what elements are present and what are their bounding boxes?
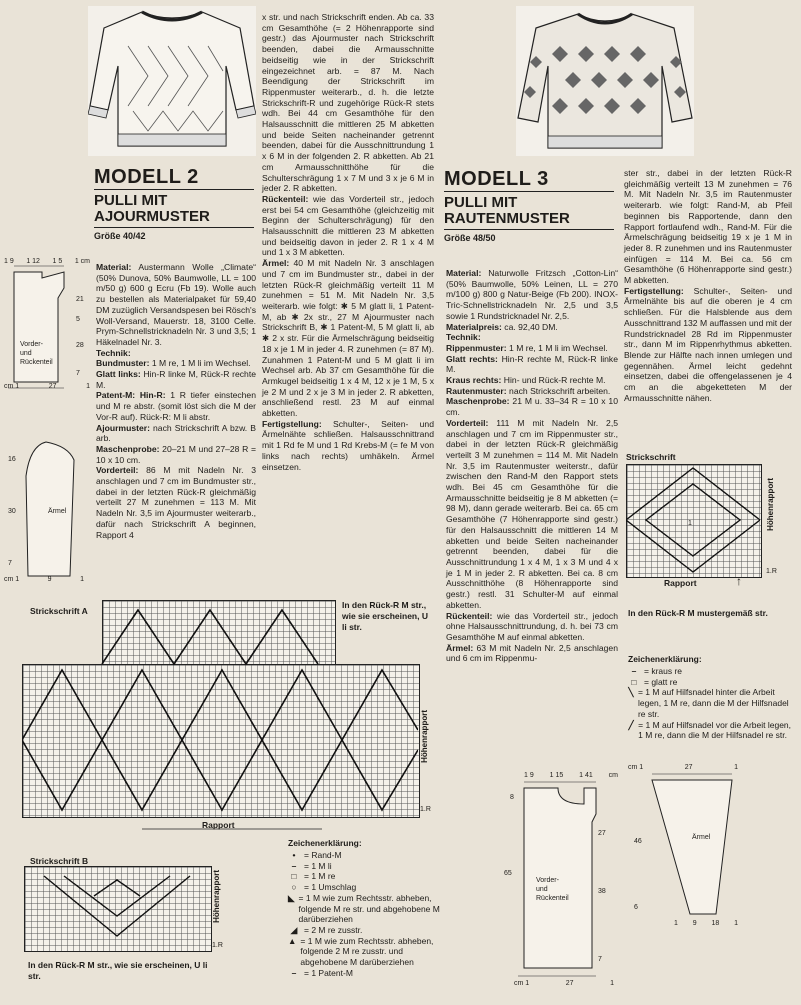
paragraph-heading: Technik: — [96, 347, 131, 358]
sleeve-label: Ärmel — [48, 508, 67, 515]
paragraph-heading: Rückenteil: — [262, 193, 309, 204]
paragraph — [446, 643, 618, 664]
paragraph-heading: Patent-M: Hin-R: — [96, 390, 166, 401]
modell3-text-column4 — [624, 168, 792, 403]
measure: 16 — [8, 456, 16, 463]
paragraph — [262, 258, 434, 419]
legend-title: Zeichenerklärung: — [628, 654, 702, 664]
label-line: und — [20, 350, 32, 357]
legend-symbol-icon: • — [292, 850, 296, 860]
measure: 18 — [711, 920, 720, 927]
paragraph-text: 20–21 M und 27–28 R = 10 x 10 cm. — [96, 443, 256, 465]
sweater-illustration-modell2 — [88, 6, 256, 156]
modell3-chart-height-label — [766, 478, 775, 558]
legend-item — [288, 861, 444, 872]
paragraph-text: 21 M u. 33–34 R = 10 x 10 cm. — [446, 396, 618, 418]
legend-text: = 1 M wie zum Rechtsstr. abheben, folgende 2 M re zusstr. und abgehobene M darüberziehen — [300, 935, 434, 968]
measure: 27 — [598, 830, 606, 837]
paragraph-heading: Glatt rechts: — [446, 353, 498, 364]
legend-text: = kraus re — [644, 666, 683, 676]
row-one-label: 1.R — [212, 942, 223, 949]
modell3-text-column3 — [446, 268, 618, 664]
measure: 27 — [565, 980, 574, 987]
schematic-top-measures — [524, 772, 618, 779]
height-rapport: Höhenrapport — [212, 870, 221, 923]
paragraph-heading: Rippenmuster: — [446, 342, 507, 353]
measure: 1 9 — [524, 772, 534, 779]
paragraph — [96, 423, 256, 444]
measure: 1 5 — [52, 258, 63, 265]
modell3-legend — [628, 654, 794, 741]
chart-inner-label: 1 — [688, 520, 692, 527]
chart-a-title: Strickschrift A — [30, 606, 88, 616]
legend-item — [628, 720, 794, 741]
chart-a — [22, 600, 432, 840]
measure: 1 — [734, 764, 738, 771]
chart-a-height-label — [420, 710, 429, 800]
arrow-up-icon: ↑ — [736, 574, 742, 588]
legend-symbol-icon: – — [291, 860, 297, 871]
modell2-subtitle-line2: AJOURMUSTER — [94, 208, 210, 225]
paragraph-heading: Glatt links: — [96, 369, 141, 380]
measure: cm 1 — [514, 980, 530, 987]
legend-item — [628, 677, 794, 688]
measure: 1 9 — [4, 258, 14, 265]
modell2-header — [94, 166, 254, 241]
modell3-sleeve-schematic — [626, 764, 746, 944]
measure: cm 1 — [628, 764, 644, 771]
chart-a-note: In den Rück-R M str., wie sie erscheinen, U li str. — [342, 600, 428, 632]
measure: 1 cm — [74, 258, 90, 265]
paragraph-text: 86 M mit Nadeln Nr. 3 anschlagen und 7 cm im Bundmuster str., dabei in der letzten Rück-R gleichmäßig verteilt 27 M zunehmen = 113 M. Mit Nadeln Nr. 3,5 im Ajourmuster weiterarb., dafür nach Strickschrift A beginnen, Rapport 4 — [96, 465, 256, 540]
paragraph — [96, 358, 256, 369]
measure: 7 — [76, 370, 80, 377]
measure: 7 — [598, 956, 602, 963]
legend-items — [288, 850, 444, 978]
height-rapport: Höhenrapport — [420, 710, 429, 763]
paragraph — [446, 418, 618, 611]
paragraph-heading: Kraus rechts: — [446, 375, 502, 386]
paragraph-text: 63 M mit Nadeln Nr. 2,5 anschlagen und 6 cm im Rippenmu- — [446, 642, 618, 664]
paragraph-text: Hin-R rechte M, Rück-R linke M. — [446, 353, 618, 375]
modell2-body-schematic — [2, 258, 92, 393]
paragraph — [446, 268, 618, 322]
paragraph — [96, 262, 256, 348]
measure: 9 — [47, 576, 52, 583]
schematic-bottom-measures — [4, 383, 90, 390]
legend-text: = 1 Umschlag — [304, 882, 357, 893]
paragraph-heading: Fertigstellung: — [624, 285, 684, 296]
chart-b-height-label — [212, 870, 221, 940]
measure: 1 12 — [26, 258, 40, 265]
legend-item — [288, 968, 444, 979]
measure: 21 — [76, 296, 84, 303]
paragraph — [96, 390, 256, 422]
modell2-sleeve-schematic — [2, 436, 92, 586]
modell3-chart-rapport: Rapport — [664, 578, 697, 588]
label-line: Vorder- — [20, 341, 43, 348]
legend-symbol-icon: – — [631, 666, 637, 676]
paragraph — [446, 354, 618, 375]
measure: 27 — [684, 764, 693, 771]
sweater-drawing — [88, 6, 256, 156]
height-rapport: Höhenrapport — [766, 478, 775, 531]
paragraph-heading: Fertigstellung: — [262, 418, 322, 429]
chart-b-title: Strickschrift B — [30, 856, 89, 866]
legend-title: Zeichenerklärung: — [288, 838, 362, 848]
modell3-chart-title: Strickschrift — [626, 452, 676, 462]
paragraph — [262, 12, 434, 194]
measure: 1 — [80, 576, 84, 583]
paragraph-heading: Vorderteil: — [446, 417, 489, 428]
paragraph — [262, 194, 434, 258]
legend-text: = glatt re — [644, 676, 678, 687]
measure: 1 41 — [579, 772, 593, 779]
measure: 1 — [610, 980, 614, 987]
legend-item — [288, 893, 444, 925]
measure: 8 — [510, 794, 514, 801]
modell3-chart — [624, 462, 794, 592]
chart-a-rapport: Rapport — [202, 820, 235, 830]
paragraph — [446, 611, 618, 643]
paragraph-text: 40 M mit Nadeln Nr. 3 anschlagen und 7 cm im Bundmuster str., dabei in der letzten Rück-R gleichmäßig verteilt 11 M zunehmen = 51 M. Mit Nadeln Nr. 3,5 weiterarb. wie folgt: ✱ 5 M glatt li, 1 Patent-M, ab ✱ 2x str., 27 M Ajourmuster nach Strickschrift B, ✱ 1 Patent-M, 5 M glatt li, ab ✱ 2 x str. Für die Ärmelschrägung beidseitig 18 x je 1 M in jeder 4. R zunehmen (= 87 M). Zunahmen 1 Patent-M und 5 M glatt li im Wechsel arb. Ab 37 cm Gesamthöhe für die Armkugel beidseitig 1 x 4 M, 12 x je 1 M, 5 x je 2 M und 2 x je 3 M in jeder 2. R abketten, anschließend restl. 23 M auf einmal abketten. — [262, 258, 434, 419]
legend-item — [288, 925, 444, 936]
legend-text: = 1 M li — [304, 860, 332, 871]
legend-symbol-icon: □ — [291, 871, 297, 882]
paragraph-heading: Bundmuster: — [96, 358, 150, 369]
paragraph-heading: Maschenprobe: — [446, 396, 510, 407]
paragraph — [446, 343, 618, 354]
rapport-arrow — [142, 824, 322, 834]
modell3-body-schematic — [500, 770, 620, 1000]
legend-items — [628, 666, 794, 741]
legend-symbol-icon: – — [291, 967, 297, 978]
paragraph-text: ca. 92,40 DM. — [501, 321, 558, 332]
legend-item — [288, 882, 444, 893]
paragraph-heading: Technik: — [446, 332, 481, 343]
legend-text: = 1 M auf Hilfsnadel vor die Arbeit legen, 1 M re, dann die M der Hilfsnadel re str. — [638, 719, 792, 741]
schematic-top-measures — [4, 258, 90, 265]
modell2-text-column2 — [262, 12, 434, 472]
measure: 1 — [734, 920, 738, 927]
paragraph-text: Hin- und Rück-R rechte M. — [501, 375, 606, 386]
sleeve-bottom-measures — [4, 576, 84, 583]
paragraph-text: wie das Vorderteil str., jedoch ohne Halsausschnittrundung, d. h. bei 73 cm Gesamthöhe M auf einmal abketten. — [446, 610, 618, 642]
paragraph-heading: Material: — [446, 268, 482, 278]
legend-symbol-icon: ◢ — [290, 924, 298, 935]
paragraph — [96, 465, 256, 540]
measure: 65 — [504, 870, 512, 877]
measure: 38 — [598, 888, 606, 895]
legend-item — [288, 871, 444, 882]
sleeve-label: Ärmel — [692, 834, 711, 841]
legend-symbol-icon: □ — [631, 676, 637, 687]
paragraph — [624, 286, 792, 404]
legend-symbol-icon: ╱ — [628, 719, 634, 730]
label-line: und — [536, 886, 548, 893]
sweater-illustration-modell3 — [516, 6, 694, 156]
legend-item — [628, 687, 794, 719]
legend-item — [288, 936, 444, 968]
paragraph-text: 1 R tiefer einstechen und M re abstr. (somit löst sich die M der Vor-R auf). Rück-R: M li abstr. — [96, 390, 256, 422]
measure: cm — [608, 772, 618, 779]
modell2-legend — [288, 838, 444, 978]
measure: cm 1 — [4, 383, 20, 390]
paragraph-heading: Ajourmuster: — [96, 422, 150, 433]
schematic-bottom-measures — [514, 980, 614, 987]
modell3-chart-pattern — [626, 464, 760, 576]
label-line: Vorder- — [536, 877, 559, 884]
paragraph-text: Schulter-, Seiten- und Ärmelnähte bis auf die oberen je 4 cm schließen. Für die Halsblende aus dem Ausschnittrand 132 M auffassen und mit der Rundstricknadel 28 Rd im Rippenmuster str., dann M im Rippenrhythmus abketten. Blende zur Hälfte nach innen umlegen und gegennähen. Ärmel leicht gedehnt einsetzen, dabei die offengelassenen je 4 cm an die abgeketteten M der Armausschnitte nähen. — [624, 285, 792, 403]
paragraph-heading: Vorderteil: — [96, 465, 139, 476]
paragraph-text: wie das Vorderteil str., jedoch erst bei 54 cm Gesamthöhe (gleichzeitig mit Beginn der Schulterschrägung) für den Halsausschnitt die mittleren 23 M abketten und beidseitig davon in jeder 2. R 1 x 4 M und 1 x 3 M abketten. — [262, 193, 434, 258]
legend-text: = 1 M auf Hilfsnadel hinter die Arbeit legen, 1 M re, dann die M der Hilfsnadel re str. — [637, 687, 789, 719]
paragraph — [96, 369, 256, 390]
modell3-subtitle-line1: PULLI MIT — [444, 194, 518, 211]
paragraph-text: 1 M re, 1 M li im Wechsel. — [149, 358, 251, 369]
modell3-title: MODELL 3 — [444, 168, 549, 190]
measure: 1 15 — [549, 772, 564, 779]
measure: cm 1 — [4, 576, 20, 583]
modell3-header — [444, 168, 614, 243]
paragraph-text: Hin-R linke M, Rück-R rechte M. — [96, 369, 256, 390]
paragraph — [262, 419, 434, 473]
modell2-subtitle-line1: PULLI MIT — [94, 192, 168, 209]
sweater-drawing — [516, 6, 694, 156]
label-line: Rückenteil — [20, 359, 53, 366]
row-one-label: 1.R — [420, 806, 431, 813]
paragraph-heading: Material: — [96, 262, 132, 272]
paragraph — [446, 375, 618, 386]
legend-item — [288, 850, 444, 861]
schematic-label — [20, 340, 53, 367]
paragraph-text: ster str., dabei in der letzten Rück-R gleichmäßig verteilt 13 M zunehmen = 76 M. Mit Nadeln Nr. 3,5 im Rautenmuster weiterarb. wie folgt: Rand-M, ab Pfeil beginnen bis Rapportende, dann den Rapport fortlaufend wdh., Rand-M. Für die Ärmelschrägung beidseitig 19 x je 1 M in jeder 8. R zunehmen und ins Rautenmuster einfügen = 114 M. Bei ca. 56 cm Gesamthöhe (6 Höhenrapporte sind gestr.) M abketten. — [624, 168, 792, 286]
modell3-size: Größe 48/50 — [444, 233, 496, 243]
label-line: Rückenteil — [536, 895, 569, 902]
sleeve-top-measures — [628, 764, 738, 771]
paragraph-heading: Materialpreis: — [446, 321, 502, 332]
paragraph-heading: Ärmel: — [446, 642, 474, 653]
paragraph-text: nach Strickschrift A bzw. B arb. — [96, 422, 256, 444]
legend-symbol-icon: ○ — [291, 882, 297, 893]
paragraph-heading: Rautenmuster: — [446, 385, 507, 396]
paragraph-text: x str. und nach Strickschrift enden. Ab ca. 33 cm Gesamthöhe (= 2 Höhenrapporte sind gestr.) das Ajourmuster nach Strickschrift beenden, dabei die Armausschnitte beidseitig wie in der Strickschrift eingezeichnet arb. = 87 M. Nach Beendigung der Strickschrift im Rippenmuster weiterarb., d. h. die letzte Strickschrift-R und zugehörige Rück-R stets wdh. Bei 44 cm Gesamthöhe für den Halsausschnitt die mittleren 25 M abketten und beide Seiten nacheinander getrennt beenden, dabei für die Ausschnittrundung 1 x 6 M in der folgenden 2. R abketten. Ab 21 cm Armausschnitthöhe für die Schulterschrägung 1 x 7 M und 3 x je 6 M in jeder 2. R abketten. — [262, 12, 434, 194]
paragraph-text: Schulter-, Seiten- und Ärmelnähte schließen. Halsausschnittrand mit 1 Rd fe M und 1 Rd Krebs-M (= fe M von links nach rechts) umhäkeln. Ärmel einsetzen. — [262, 418, 434, 472]
legend-symbol-icon: ◣ — [288, 892, 295, 903]
paragraph — [446, 386, 618, 397]
legend-text: = 1 M re — [304, 871, 336, 882]
measure: 27 — [48, 383, 57, 390]
measure: 9 — [692, 920, 697, 927]
paragraph-heading: Maschenprobe: — [96, 443, 160, 454]
paragraph-text: nach Strickschrift arbeiten. — [506, 385, 611, 396]
measure: 5 — [76, 316, 80, 323]
measure: 7 — [8, 560, 12, 567]
legend-text: = 1 Patent-M — [304, 967, 353, 978]
measure: 28 — [76, 342, 84, 349]
modell3-chart-note: In den Rück-R M mustergemäß str. — [628, 608, 768, 618]
modell2-text-column1 — [96, 262, 256, 540]
legend-text: = 2 M re zusstr. — [304, 924, 363, 935]
paragraph — [446, 332, 618, 343]
measure: 30 — [8, 508, 16, 515]
paragraph-heading: Ärmel: — [262, 258, 290, 269]
legend-item — [628, 666, 794, 677]
paragraph — [96, 444, 256, 465]
modell2-size: Größe 40/42 — [94, 231, 146, 241]
paragraph — [96, 348, 256, 359]
modell3-subtitle-line2: RAUTENMUSTER — [444, 210, 570, 227]
paragraph — [624, 168, 792, 286]
measure: 46 — [634, 838, 642, 845]
paragraph-text: 111 M mit Nadeln Nr. 2,5 anschlagen und 7 cm im Rippenmuster str., dabei in der letzten Rück-R gleichmäßig verteilt 3 M zunehmen = 114 M. Mit Nadeln Nr. 3,5 im Rautenmuster weiterstr., dafür zwischen den Rand-M den Rapport stets wdh. Bei 45 cm Gesamthöhe für die Armausschnitte beidseitig je 8 M abketten (= 98 M), dann gerade weiterarb. Bei ca. 65 cm Gesamthöhe (7 Höhenrapporte sind gestr.) für den Halsausschnitt die mittleren 14 M abketten und beide Seiten nacheinander getrennt beenden, dabei für die Ausschnittrundung 1 x 4 M, 1 x 3 M und 4 x je 1 M in jeder 2. R abketten. Bei ca. 8 cm Ausschnitthöhe (8 Höhenrapporte sind gestr.) restl. 31 Schulter-M auf einmal abketten. — [446, 417, 618, 610]
legend-symbol-icon: ╲ — [628, 687, 634, 698]
paragraph-heading: Rückenteil: — [446, 610, 493, 621]
paragraph-text: Naturwolle Fritzsch „Cotton-Lin“ (50% Baumwolle, 50% Leinen, LL = 270 m/100 g) 800 g Natur-Beige (Fb 200). INOX-Tric-Schnellstricknadeln Nr. 2,5 und 3,5 sowie 1 Rundstricknadel Nr. 2,5. — [446, 268, 618, 321]
chart-b-pattern — [24, 866, 210, 950]
modell2-title: MODELL 2 — [94, 166, 199, 188]
schematic-label — [536, 876, 569, 903]
legend-symbol-icon: ▲ — [288, 935, 297, 946]
chart-b-note: In den Rück-R M str., wie sie erscheinen, U li str. — [28, 960, 208, 981]
legend-text: = 1 M wie zum Rechtsstr. abheben, folgende M re str. und abgehobene M darüberziehen — [298, 892, 440, 925]
sleeve-outline — [626, 764, 746, 944]
row-one-label: 1.R — [766, 568, 777, 575]
measure: 1 — [86, 383, 90, 390]
paragraph — [446, 322, 618, 333]
measure: 6 — [634, 904, 638, 911]
sleeve-bottom-measures — [674, 920, 738, 927]
chart-b — [24, 866, 234, 958]
paragraph — [446, 396, 618, 417]
paragraph-text: Austermann Wolle „Climate“ (50% Dunova, 50% Baumwolle, LL = 100 m/50 g) 600 g Ecru (Fb 19). Wolle auch zu bestellen als Materialpaket für 59,40 DM zuzüglich Versandspesen bei Rösch's Woll-Versand, Mauerstr. 18, 3100 Celle. Prym-Schnellstricknadeln Nr. 3 und 3,5; 1 Häkelnadel Nr. 3. — [96, 262, 256, 347]
measure: 1 — [674, 920, 678, 927]
paragraph-text: 1 M re, 1 M li im Wechsel. — [506, 342, 608, 353]
legend-text: = Rand-M — [304, 850, 342, 860]
